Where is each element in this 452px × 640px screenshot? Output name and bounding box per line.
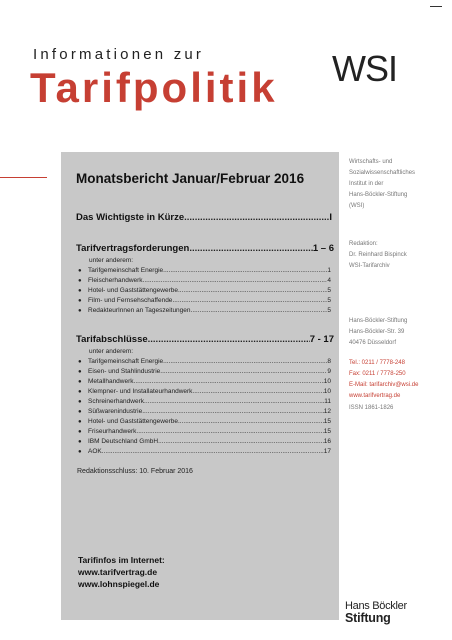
- toc-item[interactable]: [78, 307, 331, 314]
- sidebar-line: (WSI): [349, 203, 365, 209]
- toc-dots: [160, 368, 327, 375]
- toc-summary[interactable]: [76, 212, 332, 223]
- toc-item-label: AOK: [88, 448, 102, 455]
- sidebar-line: Hans-Böckler-Stiftung: [349, 192, 408, 198]
- toc-dots: [189, 243, 313, 254]
- internet-label: Tarifinfos im Internet:: [78, 555, 165, 565]
- toc-section-forderungen[interactable]: [76, 243, 334, 254]
- internet-info: [78, 554, 165, 590]
- bullet-icon: ●: [78, 419, 82, 425]
- toc-item-label: Süßwarenindustrie: [88, 408, 143, 415]
- toc-item-page: 12: [323, 408, 331, 415]
- toc-dots: [163, 267, 327, 274]
- toc-item[interactable]: [78, 408, 331, 415]
- bullet-icon: ●: [78, 389, 82, 395]
- bullet-icon: ●: [78, 268, 82, 274]
- toc-item-page: 15: [323, 418, 331, 425]
- toc-item-label: IBM Deutschland GmbH: [88, 438, 159, 445]
- toc-caption: unter anderem:: [89, 257, 134, 264]
- toc-item-label: Hotel- und Gaststättengewerbe: [88, 418, 178, 425]
- toc-item-label: Metallhandwerk: [88, 378, 134, 385]
- toc-item-page: 10: [323, 388, 331, 395]
- toc-item[interactable]: [78, 378, 331, 385]
- toc-item-page: 16: [323, 438, 331, 445]
- sidebar-line: Hans-Böckler-Str. 39: [349, 329, 405, 335]
- editorial-deadline: Redaktionsschluss: 10. Februar 2016: [77, 468, 193, 475]
- toc-dots: [178, 418, 324, 425]
- toc-item[interactable]: [78, 267, 331, 274]
- toc-item-page: 11: [324, 398, 331, 405]
- toc-item-page: 5: [327, 297, 331, 304]
- toc-summary-page: I: [329, 212, 332, 223]
- sidebar-line: 40476 Düsseldorf: [349, 340, 397, 346]
- toc-dots: [163, 358, 327, 365]
- issn: ISSN 1861-1826: [349, 405, 394, 411]
- bullet-icon: ●: [78, 439, 82, 445]
- toc-item-label: Klempner- und Installateurhandwerk: [88, 388, 193, 395]
- link-lohnspiegel[interactable]: www.lohnspiegel.de: [78, 579, 160, 589]
- email-link[interactable]: E-Mail: tarifarchiv@wsi.de: [349, 382, 419, 388]
- toc-section-pages: 7 - 17: [309, 334, 334, 345]
- bullet-icon: ●: [78, 429, 82, 435]
- toc-section-label: Tarifabschlüsse: [76, 334, 148, 345]
- sidebar-line: Wirtschafts- und: [349, 159, 393, 165]
- wsi-logo-text: WSI: [332, 48, 397, 89]
- toc-dots: [178, 287, 327, 294]
- toc-section-abschluesse[interactable]: [76, 334, 334, 345]
- toc-section-pages: 1 – 6: [312, 243, 334, 254]
- sidebar-institute: [349, 157, 415, 212]
- toc-dots: [172, 297, 327, 304]
- fax-number: Fax: 0211 / 7778-250: [349, 371, 406, 377]
- toc-item-label: Tarifgemeinschaft Energie: [88, 267, 164, 274]
- toc-item-page: 8: [327, 358, 331, 365]
- toc-dots: [191, 307, 328, 314]
- sidebar-line: WSI-Tarifarchiv: [349, 263, 390, 269]
- toc-item[interactable]: [78, 438, 331, 445]
- toc-section-label: Tarifvertragsforderungen: [76, 243, 190, 254]
- toc-dots: [148, 334, 310, 345]
- toc-item-page: 10: [323, 378, 331, 385]
- series-subtitle: Informationen zur: [33, 46, 205, 63]
- toc-item[interactable]: [78, 448, 331, 455]
- sidebar-contact: [349, 358, 418, 402]
- top-dash: [430, 6, 442, 7]
- toc-dots: [143, 277, 328, 284]
- toc-item-page: 4: [327, 277, 331, 284]
- toc-item-label: Hotel- und Gaststättengewerbe: [88, 287, 178, 294]
- toc-dots: [158, 438, 324, 445]
- toc-item[interactable]: [78, 428, 331, 435]
- toc-item-page: 17: [323, 448, 331, 455]
- toc-item[interactable]: [78, 297, 331, 304]
- sidebar-redaktion: [349, 239, 407, 272]
- bullet-icon: ●: [78, 409, 82, 415]
- toc-item-label: RedakteurInnen an Tageszeitungen: [88, 307, 191, 314]
- phone-number[interactable]: Tel.: 0211 / 7778-248: [349, 360, 405, 366]
- link-tarifvertrag[interactable]: www.tarifvertrag.de: [78, 567, 158, 577]
- bullet-icon: ●: [78, 288, 82, 294]
- toc-item-label: Film- und Fernsehschaffende: [88, 297, 173, 304]
- bullet-icon: ●: [78, 298, 82, 304]
- toc-dots: [136, 428, 323, 435]
- toc-item-page: 15: [323, 428, 331, 435]
- toc-item-label: Friseurhandwerk: [88, 428, 137, 435]
- toc-item-label: Schreinerhandwerk: [88, 398, 145, 405]
- wsi-logo: [332, 48, 397, 90]
- sidebar-line: Dr. Reinhard Bispinck: [349, 252, 407, 258]
- toc-item-label: Eisen- und Stahlindustrie: [88, 368, 161, 375]
- bullet-icon: ●: [78, 369, 82, 375]
- toc-item[interactable]: [78, 398, 331, 405]
- sidebar-address: [349, 316, 407, 349]
- bullet-icon: ●: [78, 308, 82, 314]
- toc-caption: unter anderem:: [89, 348, 134, 355]
- toc-dots: [184, 212, 329, 223]
- bullet-icon: ●: [78, 449, 82, 455]
- logo-line-1: Hans Böckler: [345, 600, 407, 612]
- toc-item[interactable]: [78, 277, 331, 284]
- toc-summary-label: Das Wichtigste in Kürze: [76, 212, 185, 223]
- bullet-icon: ●: [78, 399, 82, 405]
- toc-dots: [102, 448, 324, 455]
- series-title: Tarifpolitik: [30, 64, 278, 111]
- bullet-icon: ●: [78, 379, 82, 385]
- sidebar-line: Redaktion:: [349, 241, 378, 247]
- logo-line-2: Stiftung: [345, 611, 391, 625]
- toc-item-page: 5: [327, 287, 331, 294]
- toc-item-page: 1: [327, 267, 331, 274]
- toc-item-page: 9: [327, 368, 331, 375]
- toc-dots: [134, 378, 324, 385]
- bullet-icon: ●: [78, 278, 82, 284]
- toc-item[interactable]: [78, 287, 331, 294]
- sidebar-line: Hans-Böckler-Stiftung: [349, 318, 408, 324]
- toc-item[interactable]: [78, 388, 331, 395]
- bullet-icon: ●: [78, 359, 82, 365]
- toc-dots: [142, 408, 324, 415]
- sidebar-line: Institut in der: [349, 181, 384, 187]
- toc-item-page: 5: [327, 307, 331, 314]
- sidebar-line: Sozialwissenschaftliches: [349, 170, 416, 176]
- toc-item-label: Tarifgemeinschaft Energie: [88, 358, 164, 365]
- toc-dots: [144, 398, 324, 405]
- toc-item[interactable]: [78, 368, 331, 375]
- toc-item-label: Fleischerhandwerk: [88, 277, 143, 284]
- toc-item[interactable]: [78, 358, 331, 365]
- report-title: Monatsbericht Januar/Februar 2016: [76, 171, 305, 186]
- hans-boeckler-logo: [345, 600, 407, 624]
- toc-dots: [192, 388, 323, 395]
- toc-item[interactable]: [78, 418, 331, 425]
- website-link[interactable]: www.tarifvertrag.de: [349, 393, 401, 399]
- red-accent-line: [0, 177, 47, 178]
